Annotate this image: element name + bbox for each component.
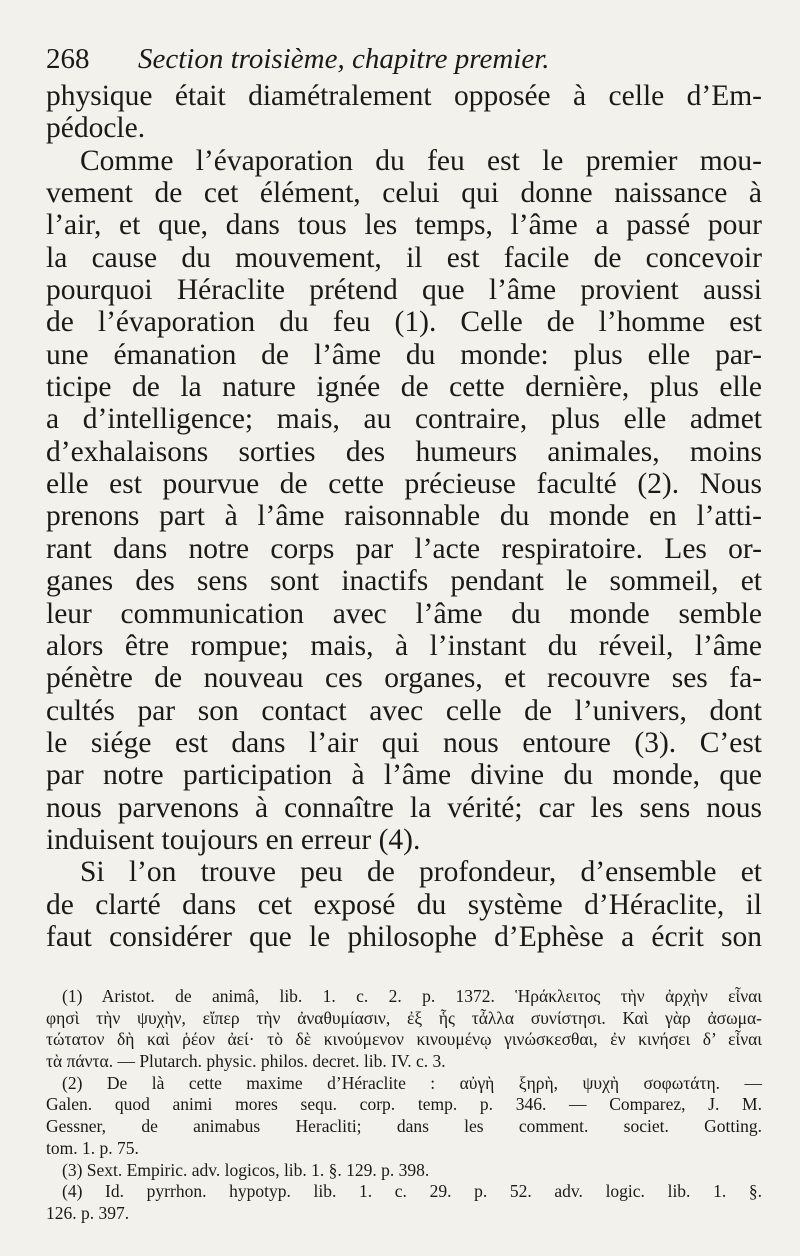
text-line: physique était diamétralement opposée à celle d’Em-: [46, 80, 762, 112]
footnote-line: Galen. quod animi mores sequ. corp. temp. p. 346. — Comparez, J. M.: [46, 1094, 762, 1115]
text-line: rant dans notre corps par l’acte respiratoire. Les or-: [46, 532, 762, 565]
text-line: faut considérer que le philosophe d’Ephèse a écrit son: [46, 920, 762, 953]
text-line: d’exhalaisons sorties des humeurs animales, moins: [46, 435, 762, 468]
text-line: par notre participation à l’âme divine du monde, que: [46, 759, 762, 792]
text-line: elle est pourvue de cette précieuse faculté (2). Nous: [46, 468, 762, 501]
running-header: [46, 38, 762, 80]
footnotes: [46, 986, 762, 1225]
text-line: pourquoi Héraclite prétend que l’âme provient aussi: [46, 274, 762, 307]
text-line: Si l’on trouve peu de profondeur, d’ensemble et: [80, 856, 762, 889]
body-text: [46, 80, 762, 953]
page: [46, 38, 762, 953]
text-line: Comme l’évaporation du feu est le premier mou-: [80, 144, 762, 177]
text-line: ganes des sens sont inactifs pendant le sommeil, et: [46, 565, 762, 598]
text-line: prenons part à l’âme raisonnable du monde en l’atti-: [46, 500, 762, 533]
text-line: nous parvenons à connaître la vérité; car les sens nous: [46, 791, 762, 824]
footnote-line: Gessner, de animabus Heracliti; dans les comment. societ. Gotting.: [46, 1116, 762, 1137]
footnote-line: (4) Id. pyrrhon. hypotyp. lib. 1. c. 29. p. 52. adv. logic. lib. 1. §.: [62, 1181, 762, 1202]
text-line: la cause du mouvement, il est facile de concevoir: [46, 241, 762, 274]
text-line: pénètre de nouveau ces organes, et recouvre ses fa-: [46, 662, 762, 695]
footnote-line: 126. p. 397.: [46, 1202, 130, 1223]
footnote-line: (2) De là cette maxime d’Héraclite : αὐγὴ ξηρὴ, ψυχὴ σοφωτάτη. —: [62, 1072, 762, 1093]
text-line: alors être rompue; mais, à l’instant du réveil, l’âme: [46, 629, 762, 662]
text-line: cultés par son contact avec celle de l’univers, dont: [46, 694, 762, 727]
footnote-line: τώτατον δὴ καὶ ῥέον ἀεί· τὸ δὲ κινούμενον κινουμένῳ γινώσκεσθαι, ἐν κινήσει δ’ εἶναι: [46, 1029, 762, 1050]
text-line: le siége est dans l’air qui nous entoure (3). C’est: [46, 726, 762, 759]
running-title: Section troisième, chapitre premier.: [138, 43, 550, 75]
text-line: induisent toujours en erreur (4).: [46, 823, 421, 856]
footnote-line: φησὶ τὴν ψυχὴν, εἴπερ τὴν ἀναθυμίασιν, ἐξ ἧς τἆλλα συνίστησι. Καὶ γὰρ ἀσωμα-: [46, 1007, 762, 1028]
text-line: a d’intelligence; mais, au contraire, plus elle admet: [46, 403, 762, 436]
text-line: pédocle.: [46, 112, 146, 145]
text-line: de l’évaporation du feu (1). Celle de l’homme est: [46, 306, 762, 339]
text-line: ticipe de la nature ignée de cette dernière, plus elle: [46, 371, 762, 404]
text-line: de clarté dans cet exposé du système d’Héraclite, il: [46, 888, 762, 921]
text-line: leur communication avec l’âme du monde semble: [46, 597, 762, 630]
footnote-line: (1) Aristot. de animâ, lib. 1. c. 2. p. 1372. Ἡράκλειτος τὴν ἀρχὴν εἶναι: [62, 986, 762, 1006]
footnote-line: tom. 1. p. 75.: [46, 1137, 139, 1158]
footnote-line: τὰ πάντα. — Plutarch. physic. philos. decret. lib. IV. c. 3.: [46, 1051, 446, 1072]
text-line: vement de cet élément, celui qui donne naissance à: [46, 177, 762, 210]
text-line: une émanation de l’âme du monde: plus elle par-: [46, 338, 762, 371]
footnote-line: (3) Sext. Empiric. adv. logicos, lib. 1. §. 129. p. 398.: [62, 1159, 430, 1180]
page-number: 268: [46, 43, 90, 75]
text-line: l’air, et que, dans tous les temps, l’âme a passé pour: [46, 209, 762, 242]
